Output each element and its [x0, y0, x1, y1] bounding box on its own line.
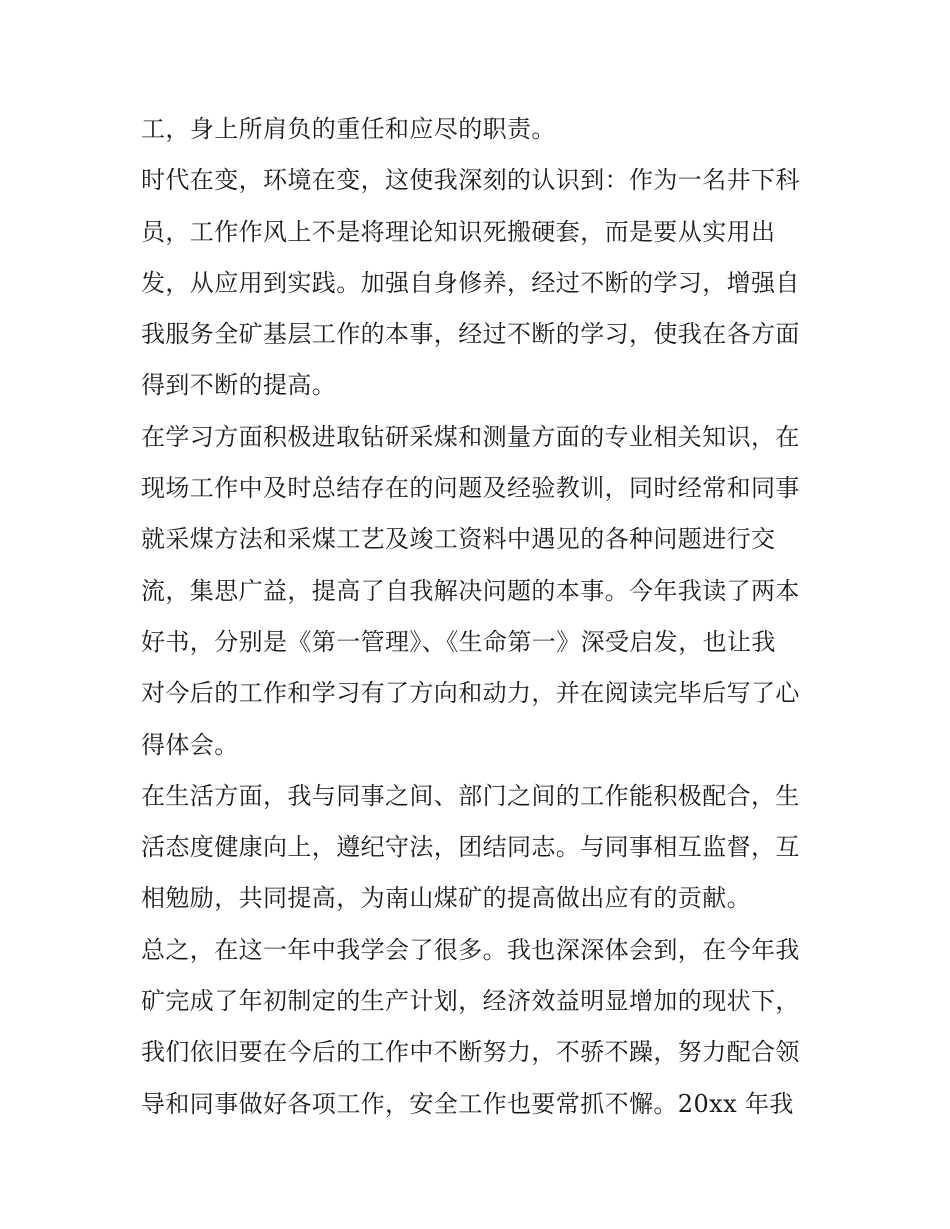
text-line: 我服务全矿基层工作的本事，经过不断的学习，使我在各方面 — [141, 320, 800, 349]
text-line: 现场工作中及时总结存在的问题及经验教训，同时经常和同事 — [141, 474, 800, 503]
text-line: 对今后的工作和学习有了方向和动力，并在阅读完毕后写了心 — [141, 679, 800, 708]
text-line: 活态度健康向上，遵纪守法，团结同志。与同事相互监督，互 — [141, 833, 800, 862]
text-line: 总之，在这一年中我学会了很多。我也深深体会到，在今年我 — [141, 935, 800, 964]
text-line: 在学习方面积极进取钻研采煤和测量方面的专业相关知识，在 — [141, 422, 800, 451]
text-line: 相勉励，共同提高，为南山煤矿的提高做出应有的贡献。 — [141, 884, 751, 913]
text-line: 流，集思广益，提高了自我解决问题的本事。今年我读了两本 — [141, 576, 800, 605]
text-line: 在生活方面，我与同事之间、部门之间的工作能积极配合，生 — [141, 781, 800, 810]
text-line: 员，工作作风上不是将理论知识死搬硬套，而是要从实用出 — [141, 217, 776, 246]
text-line: 导和同事做好各项工作，安全工作也要常抓不懈。20xx 年我 — [141, 1089, 794, 1118]
text-line: 得体会。 — [141, 730, 239, 759]
text-line: 工，身上所肩负的重任和应尽的职责。 — [141, 115, 556, 143]
text-line: 就采煤方法和采煤工艺及竣工资料中遇见的各种问题进行交 — [141, 525, 776, 554]
document-body-text — [141, 104, 821, 1130]
text-line: 发，从应用到实践。加强自身修养，经过不断的学习，增强自 — [141, 268, 800, 297]
text-line: 矿完成了年初制定的生产计划，经济效益明显增加的现状下， — [141, 987, 800, 1016]
text-line: 得到不断的提高。 — [141, 371, 337, 400]
text-line: 我们依旧要在今后的工作中不断努力，不骄不躁，努力配合领 — [141, 1038, 800, 1067]
text-line: 好书，分别是《第一管理》、《生命第一》深受启发，也让我 — [141, 627, 776, 656]
text-line: 时代在变，环境在变，这使我深刻的认识到：作为一名井下科 — [141, 166, 800, 195]
